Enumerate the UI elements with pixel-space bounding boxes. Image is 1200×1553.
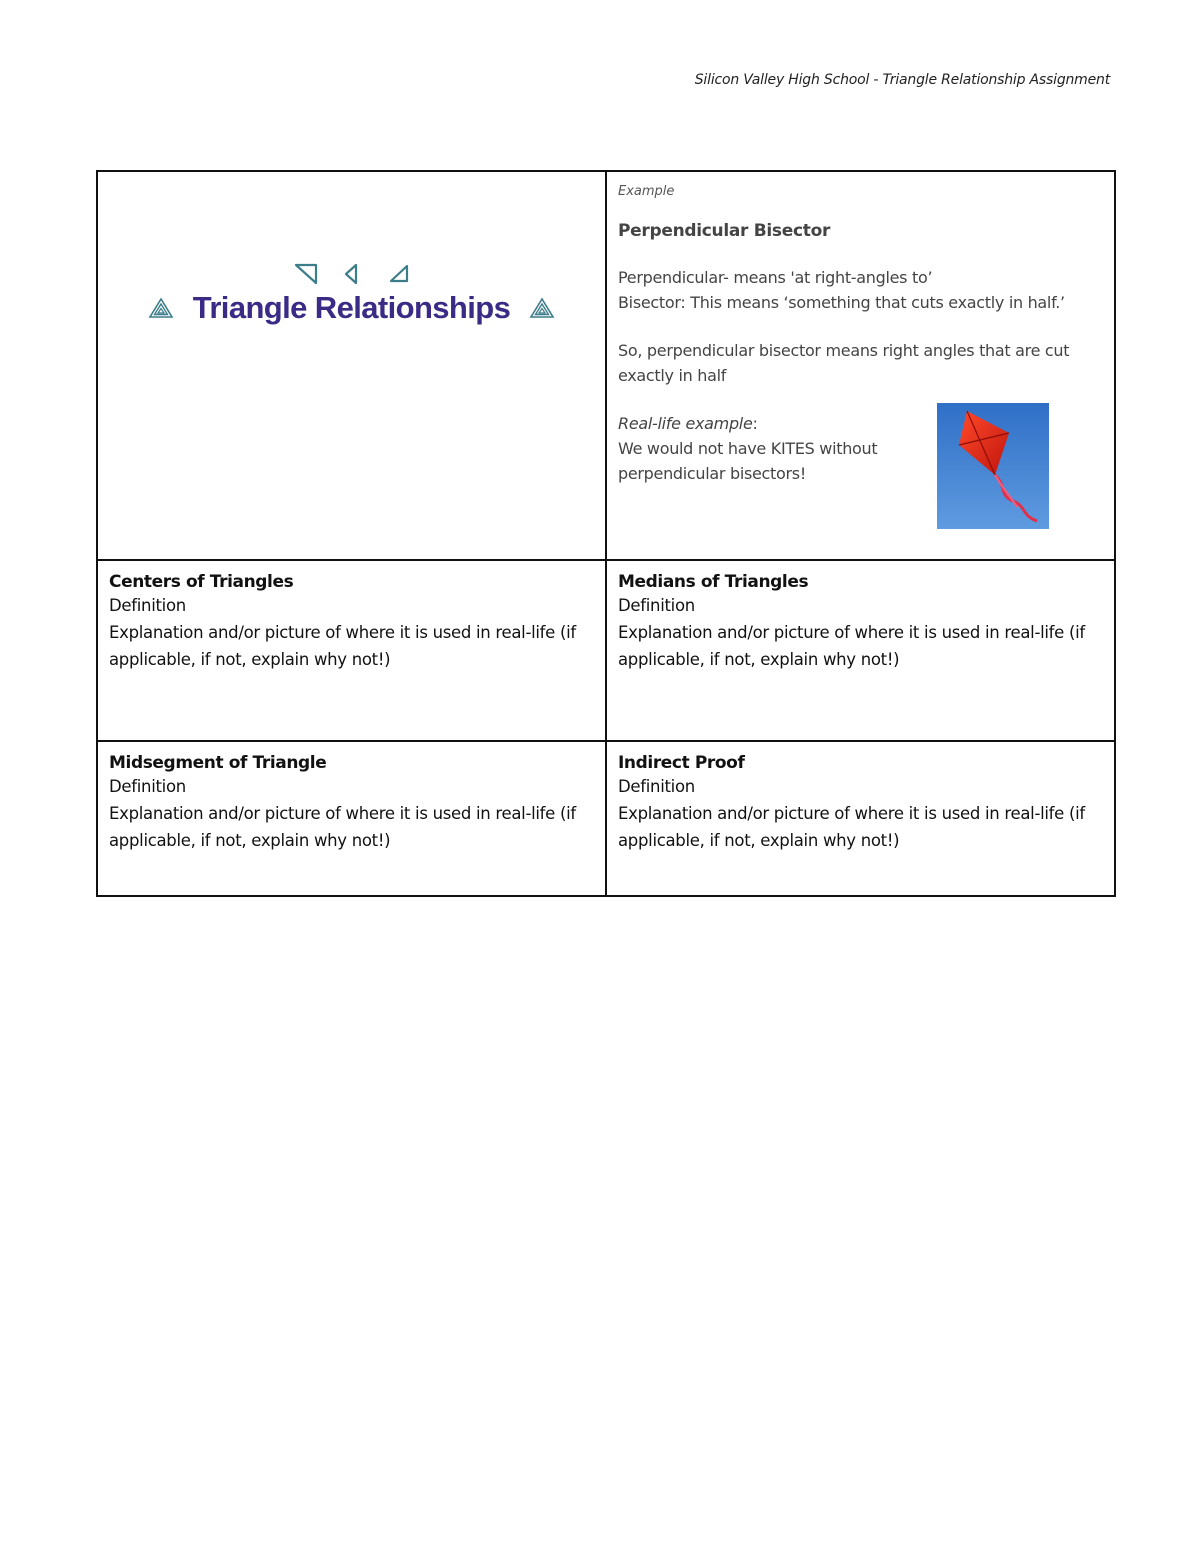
real-life-label: Real-life example — [618, 414, 753, 433]
indirect-proof-cell — [606, 741, 1115, 896]
title-cell — [97, 171, 606, 560]
assignment-table — [96, 170, 1116, 897]
triangle-icon — [293, 262, 319, 286]
definition-label: Definition — [618, 596, 695, 615]
cell-title: Midsegment of Triangle — [109, 753, 327, 773]
cell-title: Indirect Proof — [618, 753, 745, 773]
page-title: Triangle Relationships — [192, 290, 511, 325]
bisector-definition: Bisector: This means ‘something that cuts exactly in half.’ — [618, 293, 1065, 312]
explanation-prompt: Explanation and/or picture of where it is used in real-life (if applicable, if not, explain why not!) — [109, 623, 576, 669]
example-cell — [606, 171, 1115, 560]
centers-of-triangles-cell — [97, 560, 606, 741]
explanation-prompt: Explanation and/or picture of where it is used in real-life (if applicable, if not, explain why not!) — [618, 804, 1085, 850]
explanation-prompt: Explanation and/or picture of where it is used in real-life (if applicable, if not, explain why not!) — [109, 804, 576, 850]
real-life-example — [618, 411, 1103, 486]
title-line — [98, 290, 605, 326]
midsegment-of-triangle-cell — [97, 741, 606, 896]
definition-label: Definition — [618, 777, 695, 796]
example-definitions — [618, 265, 1103, 315]
triangle-icon — [388, 262, 410, 286]
decorative-triangles — [98, 262, 605, 286]
example-title: Perpendicular Bisector — [618, 221, 831, 241]
nested-triangle-icon — [148, 297, 174, 319]
cell-title: Medians of Triangles — [618, 572, 809, 592]
medians-of-triangles-cell — [606, 560, 1115, 741]
example-label: Example — [618, 184, 675, 199]
cell-title: Centers of Triangles — [109, 572, 294, 592]
real-life-text: We would not have KITES without perpendicular bisectors! — [618, 439, 878, 483]
page-header: Silicon Valley High School - Triangle Relationship Assignment — [694, 72, 1110, 88]
kite-image — [937, 403, 1049, 529]
real-life-colon: : — [752, 414, 758, 433]
definition-label: Definition — [109, 596, 186, 615]
nested-triangle-icon — [529, 297, 555, 319]
definition-label: Definition — [109, 777, 186, 796]
perpendicular-definition: Perpendicular- means 'at right-angles to’ — [618, 268, 933, 287]
example-summary: So, perpendicular bisector means right angles that are cut exactly in half — [618, 341, 1070, 385]
triangle-icon — [342, 262, 360, 286]
explanation-prompt: Explanation and/or picture of where it is used in real-life (if applicable, if not, explain why not!) — [618, 623, 1085, 669]
